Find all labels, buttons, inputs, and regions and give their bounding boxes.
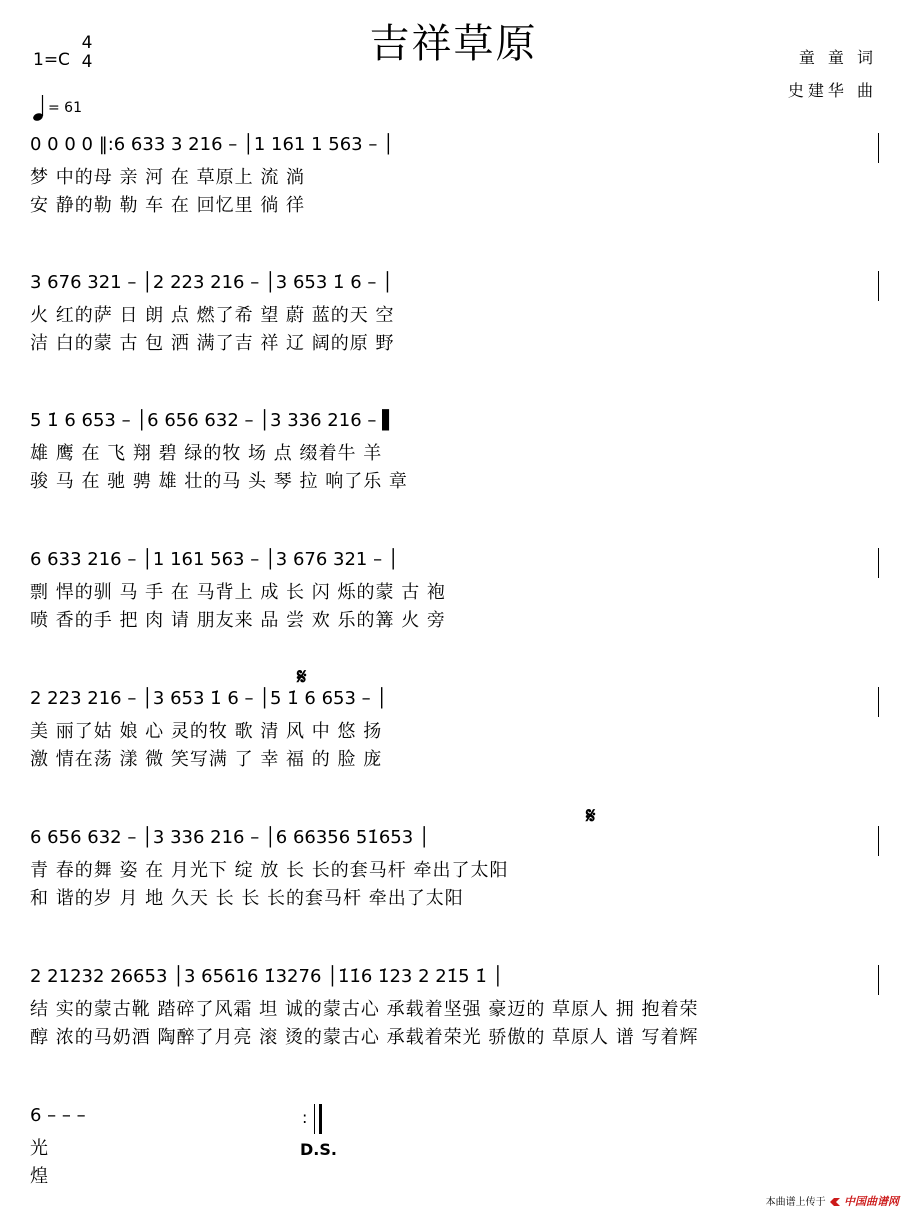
footer-upload-text: 本曲谱上传于 (765, 1197, 826, 1208)
barline (878, 548, 879, 578)
repeat-end-dots: : (302, 1108, 308, 1127)
song-title: 吉祥草原 (369, 21, 538, 67)
lyrics-verse-1: 光 (30, 1138, 49, 1159)
notation-row: 2 223 216 – │3 653 1̇ 6 – │5 1̇ 6 653 – │ (30, 688, 388, 709)
dal-segno-mark: D.S. (300, 1140, 337, 1159)
notation-row: 2 21232 26653 │3 65616 1̇3276 │1̇1̇6 1̇23 2 21̇5 1̇ │ (30, 966, 504, 987)
lyrics-verse-2: 安 静的勒 勒 车 在 回忆里 徜 徉 (30, 195, 306, 216)
time-signature-bottom: 4 (81, 52, 93, 72)
lyrics-verse-2: 煌 (30, 1166, 49, 1187)
lyrics-verse-1: 火 红的萨 日 朗 点 燃了希 望 蔚 蓝的天 空 (30, 305, 395, 326)
notation-row: 6 656 632 – │3 336 216 – │6 66356 51̇653 │ (30, 827, 430, 848)
notation-row: 5 1̇ 6 653 – │6 656 632 – │3 336 216 – ▌ (30, 410, 396, 431)
barline (878, 133, 879, 163)
lyrics-verse-2: 喷 香的手 把 肉 请 朋友来 品 尝 欢 乐的篝 火 旁 (30, 610, 446, 631)
quarter-note-icon (32, 93, 46, 123)
barline (878, 271, 879, 301)
time-signature (80, 34, 94, 72)
lyrics-verse-1: 梦 中的母 亲 河 在 草原上 流 淌 (30, 167, 306, 188)
segno-sign: 𝄋 (297, 665, 307, 690)
final-barline (319, 1104, 322, 1134)
segno-sign: 𝄋 (586, 804, 596, 829)
barline (878, 826, 879, 856)
barline (314, 1104, 315, 1134)
lyrics-verse-1: 美 丽了姑 娘 心 灵的牧 歌 清 风 中 悠 扬 (30, 721, 383, 742)
notation-row: 0 0 0 0 ‖:6 633 3 216 – │1 161 1 563 – │ (30, 134, 394, 155)
lyrics-verse-1: 青 春的舞 姿 在 月光下 绽 放 长 长的套马杆 牵出了太阳 (30, 860, 509, 881)
footer-watermark (766, 1193, 899, 1209)
lyrics-verse-1: 结 实的蒙古靴 踏碎了风霜 坦 诚的蒙古心 承载着坚强 豪迈的 草原人 拥 抱着荣 (30, 999, 699, 1020)
lyrics-verse-2: 洁 白的蒙 古 包 洒 满了吉 祥 辽 阔的原 野 (30, 333, 395, 354)
barline (878, 965, 879, 995)
lyrics-verse-2: 醇 浓的马奶酒 陶醉了月亮 滚 烫的蒙古心 承载着荣光 骄傲的 草原人 谱 写着辉 (30, 1027, 699, 1048)
time-signature-top: 4 (81, 33, 93, 53)
site-logo-icon (829, 1197, 841, 1207)
notation-row: 3 676 321 – │2 223 216 – │3 653 1̇ 6 – │ (30, 272, 393, 293)
lyrics-verse-1: 雄 鹰 在 飞 翔 碧 绿的牧 场 点 缀着牛 羊 (30, 443, 383, 464)
key-signature: 1=C (33, 50, 70, 70)
notation-row: 6 633 216 – │1 161 563 – │3 676 321 – │ (30, 549, 399, 570)
barline (878, 687, 879, 717)
composer-credit: 史建华 曲 (787, 81, 877, 100)
lyrics-verse-2: 和 谐的岁 月 地 久天 长 长 长的套马杆 牵出了太阳 (30, 888, 464, 909)
notation-row: 6 – – – (30, 1105, 86, 1126)
footer-site-name: 中国曲谱网 (844, 1195, 899, 1208)
lyrics-verse-2: 骏 马 在 驰 骋 雄 壮的马 头 琴 拉 响了乐 章 (30, 471, 408, 492)
lyricist-credit: 童 童 词 (798, 48, 877, 67)
lyrics-verse-1: 剽 悍的驯 马 手 在 马背上 成 长 闪 烁的蒙 古 袍 (30, 582, 446, 603)
lyrics-verse-2: 激 情在荡 漾 微 笑写满 了 幸 福 的 脸 庞 (30, 749, 383, 770)
tempo-value: = 61 (48, 100, 82, 116)
